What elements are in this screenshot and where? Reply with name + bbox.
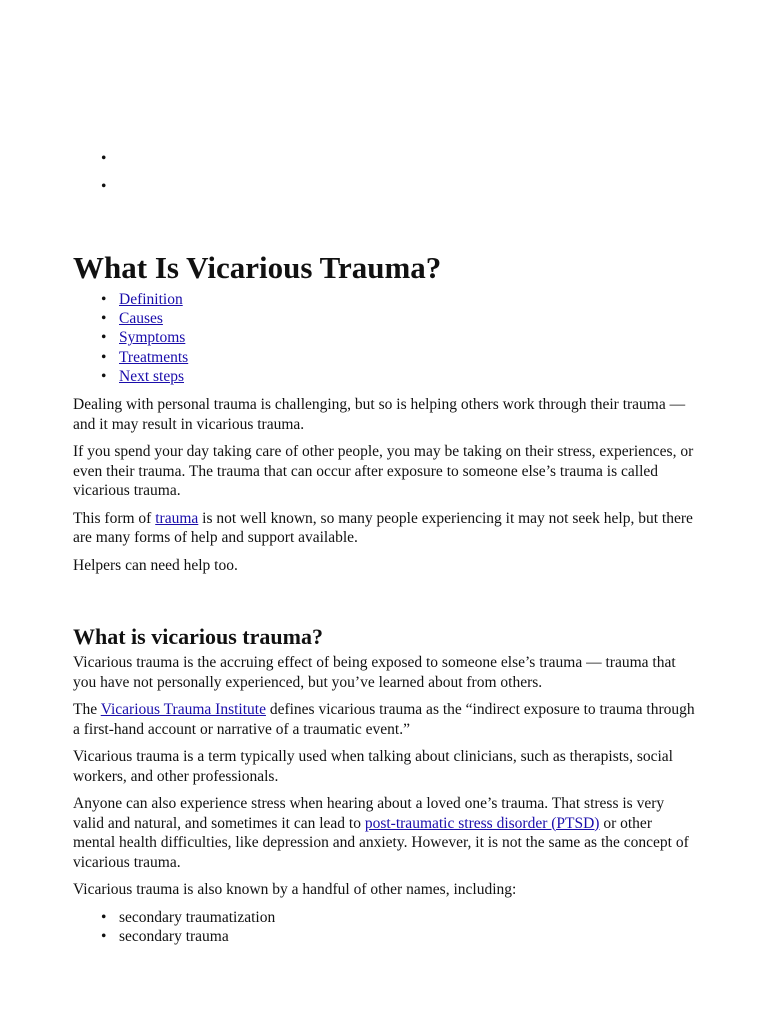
- section-paragraph-3: Vicarious trauma is a term typically used when talking about clinicians, such as therapists, social workers, and other professionals.: [73, 748, 673, 785]
- section-heading: What is vicarious trauma?: [73, 624, 323, 649]
- toc-item-symptoms: [119, 328, 697, 347]
- section-paragraph-1: Vicarious trauma is the accruing effect of being exposed to someone else’s trauma — trauma that you have not personally experienced, but you’ve learned about from others.: [73, 654, 676, 691]
- list-item: • secondary traumatization: [119, 908, 697, 927]
- other-names-list: [73, 908, 697, 946]
- empty-bullet-list: [73, 149, 119, 205]
- article-body: [73, 290, 697, 575]
- section-paragraph-4: [73, 794, 697, 872]
- table-of-contents: [73, 290, 697, 386]
- section-paragraph-2: [73, 700, 697, 739]
- toc-link-treatments[interactable]: Treatments: [119, 348, 189, 366]
- list-item: • secondary trauma: [119, 927, 697, 946]
- intro-paragraph-2: If you spend your day taking care of other people, you may be taking on their stress, experiences, or even their trauma. The trauma that can occur after exposure to someone else’s trauma is called vicarious trauma.: [73, 443, 694, 500]
- ptsd-link[interactable]: post-traumatic stress disorder (PTSD): [364, 814, 600, 832]
- section-p2-text-after: defines vicarious trauma as the “indirect exposure to trauma through a first-hand account or narrative of a traumatic event.”: [73, 701, 695, 738]
- intro-paragraph-1: Dealing with personal trauma is challenging, but so is helping others work through their trauma — and it may result in vicarious trauma.: [73, 396, 686, 433]
- article-header: [73, 250, 697, 286]
- intro-p3-text-after: is not well known, so many people experiencing it may not seek help, but there are many forms of help and support available.: [73, 509, 693, 547]
- intro-p3-text-before: This form of: [73, 509, 156, 527]
- section-p4-text-after: or other mental health difficulties, like depression and anxiety. However, it is not the same as the concept of vicarious trauma.: [73, 814, 689, 871]
- page-title: What Is Vicarious Trauma?: [73, 250, 442, 285]
- toc-item-definition: [119, 290, 697, 309]
- toc-item-treatments: [119, 348, 697, 367]
- toc-item-causes: [119, 309, 697, 328]
- toc-link-symptoms[interactable]: Symptoms: [119, 329, 186, 347]
- intro-paragraph-4: Helpers can need help too.: [73, 556, 238, 574]
- section-p4-text-before: Anyone can also experience stress when hearing about a loved one’s trauma. That stress is very valid and natural, and sometimes it can lead to: [73, 795, 665, 832]
- section-p2-text-before: The: [73, 701, 101, 718]
- section-paragraph-5: Vicarious trauma is also known by a handful of other names, including:: [73, 881, 517, 898]
- toc-item-next-steps: [119, 367, 697, 386]
- intro-paragraph-3: [73, 509, 697, 548]
- toc-link-definition[interactable]: Definition: [119, 291, 183, 308]
- section-what-is-vicarious-trauma: [73, 624, 697, 946]
- toc-link-causes[interactable]: Causes: [119, 310, 163, 328]
- vicarious-trauma-institute-link[interactable]: Vicarious Trauma Institute: [100, 701, 266, 718]
- toc-link-next-steps[interactable]: Next steps: [119, 367, 185, 385]
- trauma-link[interactable]: trauma: [155, 509, 199, 527]
